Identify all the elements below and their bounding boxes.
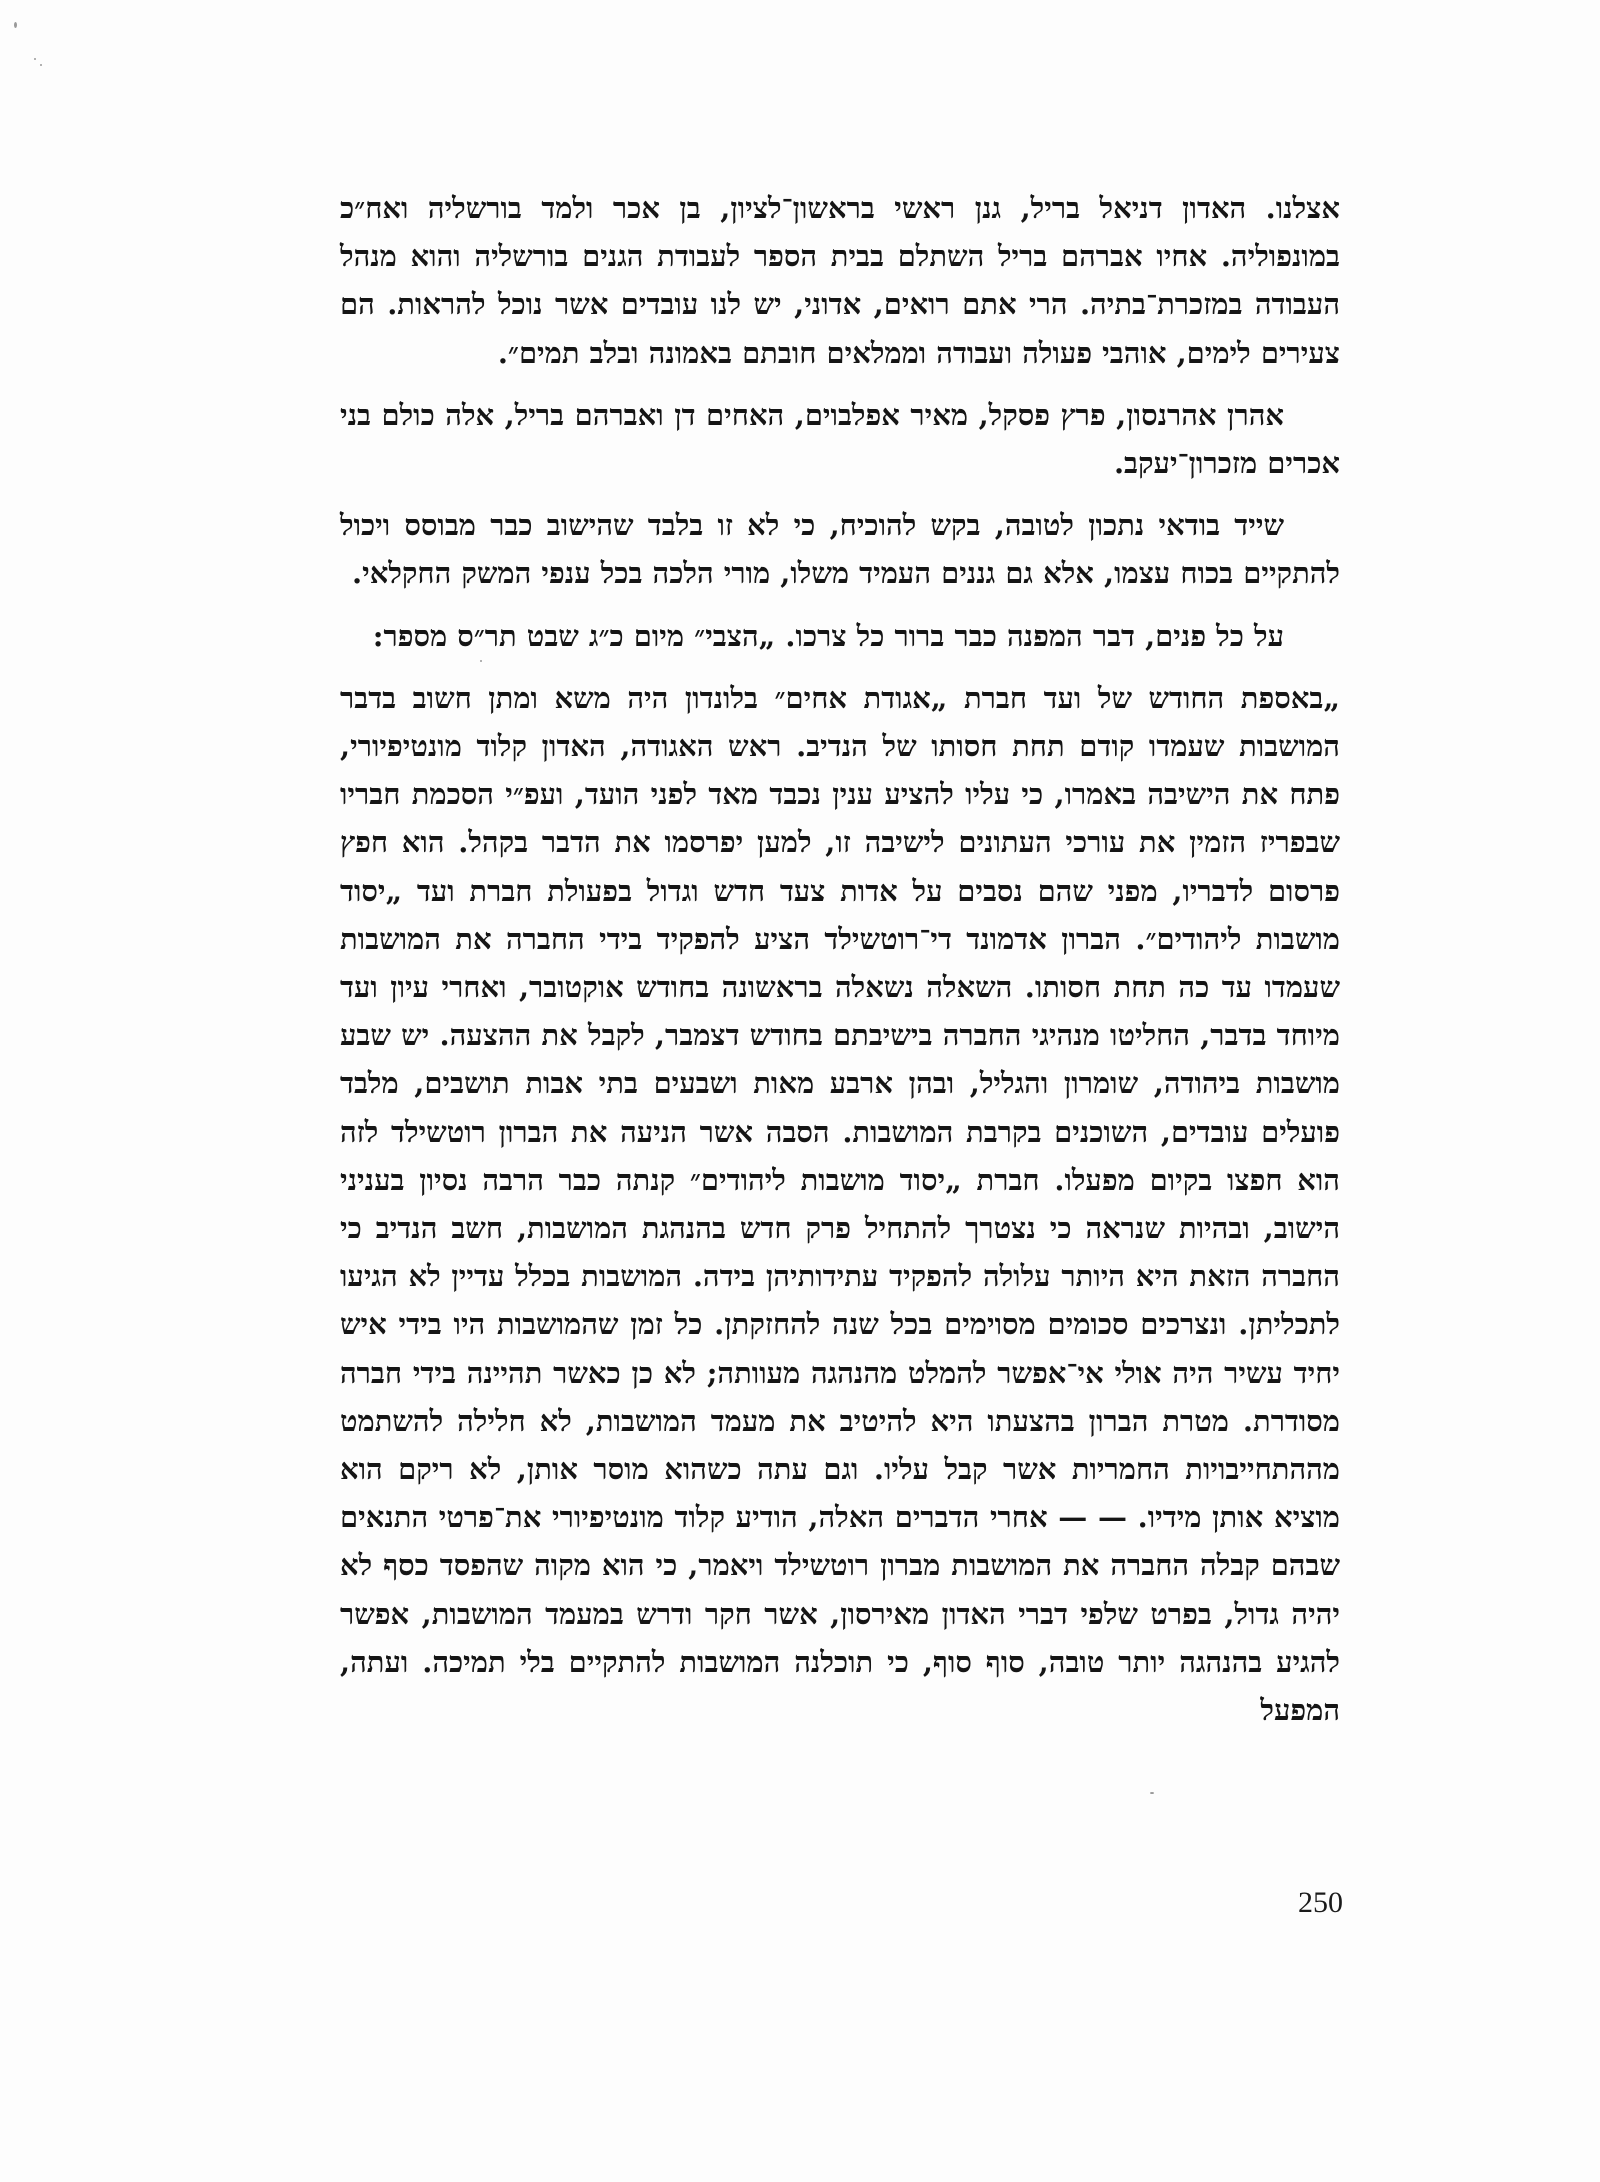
page-number: 250 [1298, 1886, 1343, 1919]
scan-speck [14, 22, 17, 28]
quoted-paragraph: „באספת החודש של ועד חברת „אגודת אחים״ בלונדון היה משא ומתן חשוב בדבר המושבות שעמדו קודם תחת חסותו של הנדיב. ראש האגודה, האדון קלוד מונטיפיורי, פתח את הישיבה באמרו, כי עליו להציע ענין נכבד מאד לפני הועד, ועפ״י הסכמת חבריו שבפריז הזמין את עורכי העתונים לישיבה זו, למען יפרסמו את הדבר בקהל. הוא חפץ פרסום לדבריו, מפני שהם נסבים על אדות צעד חדש וגדול בפעולת חברת ועד „יסוד מושבות ליהודים״. הברון אדמונד די־רוטשילד הציע להפקיד בידי החברה את המושבות שעמדו עד כה תחת חסותו. השאלה נשאלה בראשונה בחודש אוקטובר, ואחרי עיון ועד מיוחד בדבר, החליטו מנהיגי החברה בישיבתם בחודש דצמבר, לקבל את ההצעה. יש שבע מושבות ביהודה, שומרון והגליל, ובהן ארבע מאות ושבעים בתי אבות תושבים, מלבד פועלים עובדים, השוכנים בקרבת המושבות. הסבה אשר הניעה את הברון רוטשילד לזה הוא חפצו בקיום מפעלו. חברת „יסוד מושבות ליהודים״ קנתה כבר הרבה נסיון בעניני הישוב, ובהיות שנראה כי נצטרך להתחיל פרק חדש בהנהגת המושבות, חשב הנדיב כי החברה הזאת היא היותר עלולה להפקיד עתידותיהן בידה. המושבות בכלל עדיין לא הגיעו לתכליתן. ונצרכים סכומים מסוימים בכל שנה להחזקתן. כל זמן שהמושבות היו בידי איש יחיד עשיר היה אולי אי־אפשר להמלט מהנהגה מעוותה; לא כן כאשר תהיינה בידי חברה מסודרת. מטרת הברון בהצעתו היא להיטיב את מעמד המושבות, לא חלילה להשתמט מההתחייבויות החמריות אשר קבל עליו. וגם עתה כשהוא מוסר אותן, לא ריקם הוא מוציא אותן מידיו. — — אחרי הדברים האלה, הודיע קלוד מונטיפיורי את־פרטי התנאים שבהם קבלה החברה את המושבות מברון רוטשילד ויאמר, כי הוא מקוה שהפסד כסף לא יהיה גדול, בפרט שלפי דברי האדון מאירסון, אשר חקר ודרש במעמד המושבות, אפשר להגיע בהנהגה יותר טובה, סוף סוף, כי תוכלנה המושבות להתקיים בלי תמיכה. ועתה, המפעל [340, 680, 1340, 1728]
scan-speck [34, 58, 36, 60]
body-text [340, 184, 1340, 1734]
scan-speck [1150, 1792, 1154, 1794]
paragraph: שייד בודאי נתכון לטובה, בקש להוכיח, כי לא זו בלבד שהישוב כבר מבוסס ויכול להתקיים בכוח עצמו, אלא גם גננים העמיד משלו, מורי הלכה בכל ענפי המשק החקלאי. [340, 508, 1340, 591]
paragraph: אצלנו. האדון דניאל בריל, גנן ראשי בראשון־לציון, בן אכר ולמד בורשליה ואח״כ במונפוליה. אחיו אברהם בריל השתלם בבית הספר לעבודת הגנים בורשליה והוא מנהל העבודה במזכרת־בתיה. הרי אתם רואים, אדוני, יש לנו עובדים אשר נוכל להראות. הם צעירים לימים, אוהבי פעולה ועבודה וממלאים חובתם באמונה ובלב תמים״. [340, 191, 1340, 370]
scan-speck [40, 64, 42, 66]
paragraph: על כל פנים, דבר המפנה כבר ברור כל צרכו. „הצבי״ מיום כ״ג שבט תר״ס מספר: [372, 618, 1284, 653]
paragraph: אהרן אהרנסון, פרץ פסקל, מאיר אפלבוים, האחים דן ואברהם בריל, אלה כולם בני אכרים מזכרון־יעקב. [340, 397, 1340, 481]
